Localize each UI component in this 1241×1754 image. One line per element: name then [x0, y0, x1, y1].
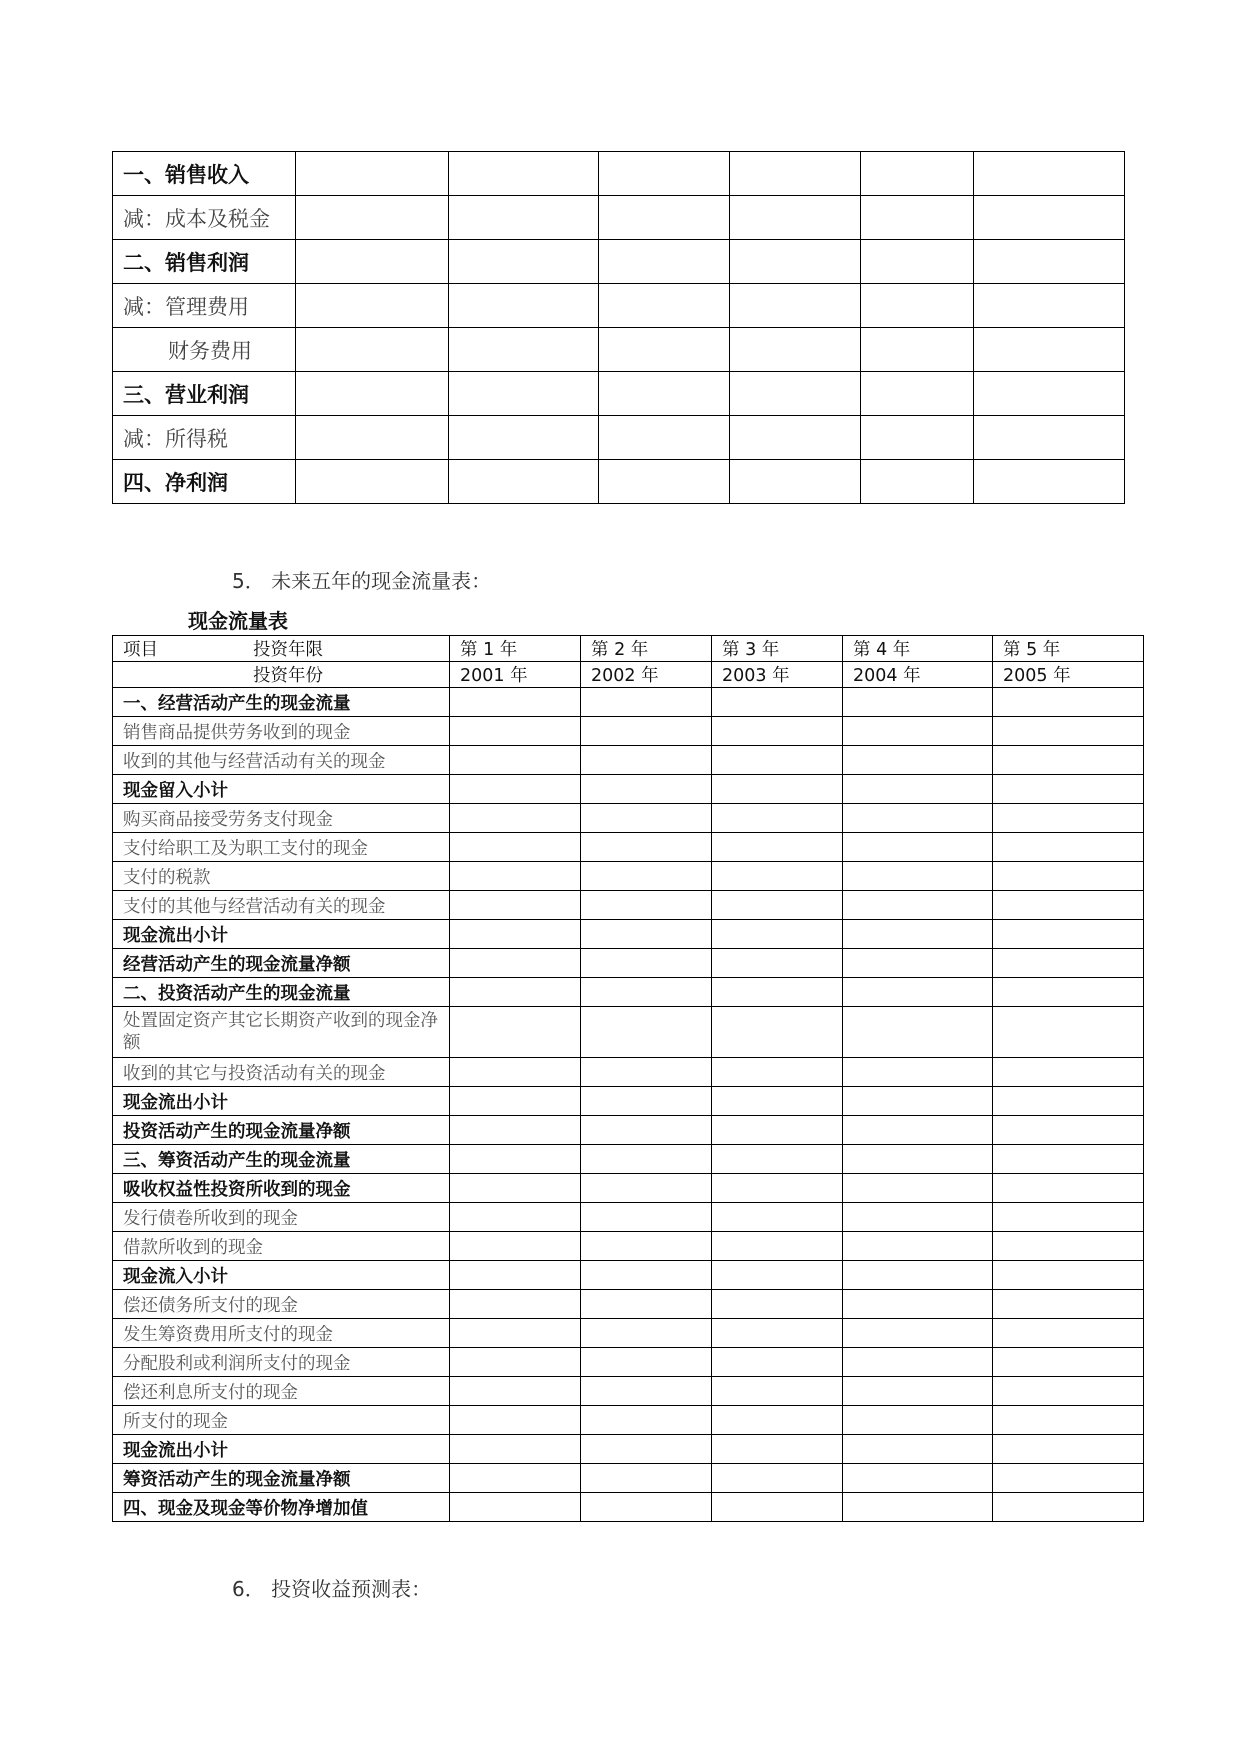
header-row-years — [113, 662, 1144, 688]
empty-cell — [449, 328, 599, 372]
cash-flow-row — [113, 1058, 1144, 1087]
section-6-heading: 6． 投资收益预测表： — [232, 1577, 432, 1601]
empty-cell — [861, 240, 974, 284]
period-cell: 第 1 年 — [450, 636, 581, 662]
empty-cell — [581, 1493, 712, 1522]
empty-cell — [581, 804, 712, 833]
empty-cell — [450, 1377, 581, 1406]
empty-cell — [296, 196, 449, 240]
empty-cell — [993, 717, 1144, 746]
empty-cell — [843, 862, 993, 891]
empty-cell — [581, 1203, 712, 1232]
empty-cell — [712, 1348, 843, 1377]
empty-cell — [581, 1377, 712, 1406]
empty-cell — [843, 1174, 993, 1203]
empty-cell — [843, 891, 993, 920]
empty-cell — [993, 833, 1144, 862]
empty-cell — [296, 416, 449, 460]
empty-cell — [730, 240, 861, 284]
period-cell: 第 5 年 — [993, 636, 1144, 662]
empty-cell — [993, 746, 1144, 775]
empty-cell — [450, 1145, 581, 1174]
row-label: 一、经营活动产生的现金流量 — [113, 688, 450, 717]
empty-cell — [581, 1290, 712, 1319]
row-label: 三、筹资活动产生的现金流量 — [113, 1145, 450, 1174]
empty-cell — [974, 284, 1125, 328]
empty-cell — [712, 1174, 843, 1203]
row-label: 收到的其他与经营活动有关的现金 — [113, 746, 450, 775]
cash-flow-row — [113, 1464, 1144, 1493]
cash-flow-row — [113, 1406, 1144, 1435]
empty-cell — [450, 1290, 581, 1319]
empty-cell — [599, 416, 730, 460]
row-label: 处置固定资产其它长期资产收到的现金净额 — [113, 1007, 450, 1058]
row-label: 现金流出小计 — [113, 1087, 450, 1116]
cash-flow-row — [113, 1377, 1144, 1406]
empty-cell — [861, 152, 974, 196]
header-year-cell — [113, 662, 450, 688]
row-label: 现金流出小计 — [113, 920, 450, 949]
income-row — [113, 372, 1125, 416]
empty-cell — [450, 1007, 581, 1058]
empty-cell — [843, 1406, 993, 1435]
empty-cell — [712, 1116, 843, 1145]
empty-cell — [296, 372, 449, 416]
empty-cell — [712, 1232, 843, 1261]
empty-cell — [712, 1058, 843, 1087]
empty-cell — [861, 284, 974, 328]
cash-flow-row — [113, 1261, 1144, 1290]
empty-cell — [581, 978, 712, 1007]
empty-cell — [843, 746, 993, 775]
income-row — [113, 196, 1125, 240]
empty-cell — [450, 775, 581, 804]
empty-cell — [730, 328, 861, 372]
empty-cell — [450, 804, 581, 833]
empty-cell — [843, 1319, 993, 1348]
empty-cell — [730, 460, 861, 504]
empty-cell — [599, 196, 730, 240]
empty-cell — [712, 1145, 843, 1174]
empty-cell — [450, 862, 581, 891]
empty-cell — [993, 1493, 1144, 1522]
cash-flow-row — [113, 1319, 1144, 1348]
row-label: 一、销售收入 — [113, 152, 296, 196]
cash-flow-row — [113, 833, 1144, 862]
empty-cell — [581, 1058, 712, 1087]
empty-cell — [450, 1319, 581, 1348]
empty-cell — [843, 978, 993, 1007]
empty-cell — [450, 978, 581, 1007]
empty-cell — [843, 1377, 993, 1406]
period-cell: 第 3 年 — [712, 636, 843, 662]
empty-cell — [712, 1319, 843, 1348]
empty-cell — [581, 1348, 712, 1377]
empty-cell — [581, 1261, 712, 1290]
empty-cell — [993, 1007, 1144, 1058]
period-cell: 第 4 年 — [843, 636, 993, 662]
row-label: 偿还债务所支付的现金 — [113, 1290, 450, 1319]
empty-cell — [730, 416, 861, 460]
row-label: 现金流出小计 — [113, 1435, 450, 1464]
empty-cell — [581, 949, 712, 978]
empty-cell — [843, 775, 993, 804]
empty-cell — [843, 1007, 993, 1058]
empty-cell — [450, 1493, 581, 1522]
empty-cell — [730, 152, 861, 196]
cash-flow-row — [113, 1145, 1144, 1174]
empty-cell — [993, 688, 1144, 717]
year-cell: 2002 年 — [581, 662, 712, 688]
income-row — [113, 460, 1125, 504]
empty-cell — [450, 949, 581, 978]
empty-cell — [843, 1290, 993, 1319]
header-item-cell — [113, 636, 450, 662]
empty-cell — [599, 328, 730, 372]
empty-cell — [449, 196, 599, 240]
empty-cell — [450, 891, 581, 920]
empty-cell — [712, 1435, 843, 1464]
empty-cell — [449, 152, 599, 196]
empty-cell — [993, 1464, 1144, 1493]
row-label: 支付的税款 — [113, 862, 450, 891]
year-cell: 2005 年 — [993, 662, 1144, 688]
empty-cell — [993, 804, 1144, 833]
empty-cell — [993, 1290, 1144, 1319]
empty-cell — [450, 1348, 581, 1377]
empty-cell — [450, 1174, 581, 1203]
period-cell: 第 2 年 — [581, 636, 712, 662]
empty-cell — [712, 833, 843, 862]
row-label: 三、营业利润 — [113, 372, 296, 416]
empty-cell — [581, 775, 712, 804]
empty-cell — [581, 688, 712, 717]
year-cell: 2001 年 — [450, 662, 581, 688]
empty-cell — [450, 688, 581, 717]
empty-cell — [843, 833, 993, 862]
income-table — [112, 151, 1125, 504]
cash-flow-row — [113, 920, 1144, 949]
empty-cell — [296, 328, 449, 372]
cash-flow-row — [113, 1174, 1144, 1203]
empty-cell — [449, 460, 599, 504]
empty-cell — [581, 891, 712, 920]
empty-cell — [450, 746, 581, 775]
empty-cell — [993, 891, 1144, 920]
row-label: 购买商品接受劳务支付现金 — [113, 804, 450, 833]
empty-cell — [861, 460, 974, 504]
row-label: 支付的其他与经营活动有关的现金 — [113, 891, 450, 920]
cash-flow-row — [113, 775, 1144, 804]
empty-cell — [843, 1232, 993, 1261]
empty-cell — [843, 804, 993, 833]
empty-cell — [712, 688, 843, 717]
year-label: 投资年份 — [253, 666, 323, 686]
year-cell: 2004 年 — [843, 662, 993, 688]
empty-cell — [730, 196, 861, 240]
empty-cell — [993, 1377, 1144, 1406]
empty-cell — [449, 284, 599, 328]
row-label: 四、现金及现金等价物净增加值 — [113, 1493, 450, 1522]
empty-cell — [843, 920, 993, 949]
empty-cell — [712, 891, 843, 920]
empty-cell — [993, 775, 1144, 804]
empty-cell — [581, 833, 712, 862]
empty-cell — [712, 1493, 843, 1522]
empty-cell — [450, 1232, 581, 1261]
empty-cell — [581, 717, 712, 746]
cash-flow-row — [113, 1493, 1144, 1522]
empty-cell — [296, 284, 449, 328]
empty-cell — [712, 1290, 843, 1319]
empty-cell — [993, 1174, 1144, 1203]
income-row — [113, 328, 1125, 372]
empty-cell — [993, 1319, 1144, 1348]
cash-flow-table — [112, 635, 1144, 1522]
empty-cell — [712, 1203, 843, 1232]
empty-cell — [843, 1464, 993, 1493]
row-label: 减：管理费用 — [113, 284, 296, 328]
row-label: 筹资活动产生的现金流量净额 — [113, 1464, 450, 1493]
row-label: 借款所收到的现金 — [113, 1232, 450, 1261]
empty-cell — [581, 1319, 712, 1348]
empty-cell — [843, 1203, 993, 1232]
row-label: 经营活动产生的现金流量净额 — [113, 949, 450, 978]
empty-cell — [712, 1464, 843, 1493]
empty-cell — [450, 1203, 581, 1232]
row-label: 发行债卷所收到的现金 — [113, 1203, 450, 1232]
empty-cell — [712, 1406, 843, 1435]
cash-flow-row — [113, 1232, 1144, 1261]
empty-cell — [974, 240, 1125, 284]
row-label: 二、销售利润 — [113, 240, 296, 284]
header-row-periods — [113, 636, 1144, 662]
empty-cell — [993, 1203, 1144, 1232]
cash-flow-row — [113, 746, 1144, 775]
cash-flow-row — [113, 978, 1144, 1007]
empty-cell — [993, 949, 1144, 978]
empty-cell — [861, 372, 974, 416]
empty-cell — [712, 949, 843, 978]
empty-cell — [712, 862, 843, 891]
row-label: 吸收权益性投资所收到的现金 — [113, 1174, 450, 1203]
income-row — [113, 240, 1125, 284]
row-label: 偿还利息所支付的现金 — [113, 1377, 450, 1406]
empty-cell — [712, 804, 843, 833]
empty-cell — [712, 1377, 843, 1406]
empty-cell — [974, 416, 1125, 460]
empty-cell — [450, 1087, 581, 1116]
empty-cell — [993, 1232, 1144, 1261]
empty-cell — [993, 1058, 1144, 1087]
empty-cell — [449, 372, 599, 416]
empty-cell — [581, 1007, 712, 1058]
empty-cell — [581, 746, 712, 775]
empty-cell — [581, 1174, 712, 1203]
cash-flow-row — [113, 1348, 1144, 1377]
empty-cell — [450, 1261, 581, 1290]
empty-cell — [861, 416, 974, 460]
empty-cell — [730, 284, 861, 328]
cash-flow-row — [113, 1203, 1144, 1232]
empty-cell — [974, 152, 1125, 196]
empty-cell — [599, 152, 730, 196]
income-row — [113, 284, 1125, 328]
empty-cell — [450, 1116, 581, 1145]
empty-cell — [843, 1493, 993, 1522]
empty-cell — [450, 717, 581, 746]
empty-cell — [450, 1406, 581, 1435]
empty-cell — [712, 1261, 843, 1290]
cash-flow-row — [113, 1116, 1144, 1145]
empty-cell — [296, 240, 449, 284]
empty-cell — [581, 1435, 712, 1464]
empty-cell — [993, 1435, 1144, 1464]
empty-cell — [993, 920, 1144, 949]
cash-flow-row — [113, 1007, 1144, 1058]
empty-cell — [599, 284, 730, 328]
empty-cell — [599, 240, 730, 284]
row-label: 现金流入小计 — [113, 1261, 450, 1290]
empty-cell — [974, 372, 1125, 416]
empty-cell — [993, 1145, 1144, 1174]
cash-flow-row — [113, 862, 1144, 891]
empty-cell — [581, 1116, 712, 1145]
empty-cell — [581, 862, 712, 891]
empty-cell — [712, 717, 843, 746]
item-label: 项目 — [123, 640, 158, 660]
income-row — [113, 416, 1125, 460]
empty-cell — [993, 1406, 1144, 1435]
empty-cell — [712, 1087, 843, 1116]
empty-cell — [449, 240, 599, 284]
cash-flow-row — [113, 1435, 1144, 1464]
empty-cell — [296, 460, 449, 504]
empty-cell — [993, 978, 1144, 1007]
empty-cell — [993, 1116, 1144, 1145]
empty-cell — [581, 1406, 712, 1435]
empty-cell — [993, 1087, 1144, 1116]
year-cell: 2003 年 — [712, 662, 843, 688]
empty-cell — [450, 920, 581, 949]
cash-flow-row — [113, 717, 1144, 746]
empty-cell — [450, 833, 581, 862]
empty-cell — [861, 328, 974, 372]
empty-cell — [712, 775, 843, 804]
empty-cell — [581, 920, 712, 949]
empty-cell — [730, 372, 861, 416]
period-label: 投资年限 — [253, 640, 323, 660]
row-label: 现金留入小计 — [113, 775, 450, 804]
empty-cell — [450, 1058, 581, 1087]
cash-flow-row — [113, 688, 1144, 717]
empty-cell — [712, 920, 843, 949]
empty-cell — [712, 978, 843, 1007]
empty-cell — [581, 1145, 712, 1174]
empty-cell — [843, 688, 993, 717]
row-label: 所支付的现金 — [113, 1406, 450, 1435]
empty-cell — [581, 1464, 712, 1493]
empty-cell — [843, 1348, 993, 1377]
row-label: 投资活动产生的现金流量净额 — [113, 1116, 450, 1145]
empty-cell — [296, 152, 449, 196]
row-label: 收到的其它与投资活动有关的现金 — [113, 1058, 450, 1087]
row-label: 四、净利润 — [113, 460, 296, 504]
row-label: 支付给职工及为职工支付的现金 — [113, 833, 450, 862]
empty-cell — [974, 328, 1125, 372]
empty-cell — [843, 949, 993, 978]
income-row — [113, 152, 1125, 196]
cash-flow-title: 现金流量表 — [188, 609, 288, 633]
empty-cell — [843, 1087, 993, 1116]
empty-cell — [449, 416, 599, 460]
cash-flow-row — [113, 949, 1144, 978]
cash-flow-row — [113, 1087, 1144, 1116]
empty-cell — [712, 1007, 843, 1058]
empty-cell — [450, 1435, 581, 1464]
empty-cell — [974, 460, 1125, 504]
empty-cell — [993, 1348, 1144, 1377]
cash-flow-row — [113, 891, 1144, 920]
empty-cell — [861, 196, 974, 240]
empty-cell — [993, 1261, 1144, 1290]
empty-cell — [581, 1087, 712, 1116]
empty-cell — [450, 1464, 581, 1493]
empty-cell — [843, 1058, 993, 1087]
empty-cell — [843, 717, 993, 746]
row-label: 减：成本及税金 — [113, 196, 296, 240]
empty-cell — [843, 1145, 993, 1174]
empty-cell — [843, 1261, 993, 1290]
row-label: 二、投资活动产生的现金流量 — [113, 978, 450, 1007]
row-label: 分配股利或利润所支付的现金 — [113, 1348, 450, 1377]
cash-flow-row — [113, 1290, 1144, 1319]
empty-cell — [993, 862, 1144, 891]
row-label: 销售商品提供劳务收到的现金 — [113, 717, 450, 746]
empty-cell — [599, 460, 730, 504]
empty-cell — [843, 1435, 993, 1464]
section-5-heading: 5． 未来五年的现金流量表： — [232, 569, 492, 593]
empty-cell — [712, 746, 843, 775]
empty-cell — [843, 1116, 993, 1145]
row-label: 减：所得税 — [113, 416, 296, 460]
empty-cell — [599, 372, 730, 416]
row-label: 发生筹资费用所支付的现金 — [113, 1319, 450, 1348]
row-label: 财务费用 — [113, 328, 296, 372]
empty-cell — [581, 1232, 712, 1261]
empty-cell — [974, 196, 1125, 240]
cash-flow-row — [113, 804, 1144, 833]
